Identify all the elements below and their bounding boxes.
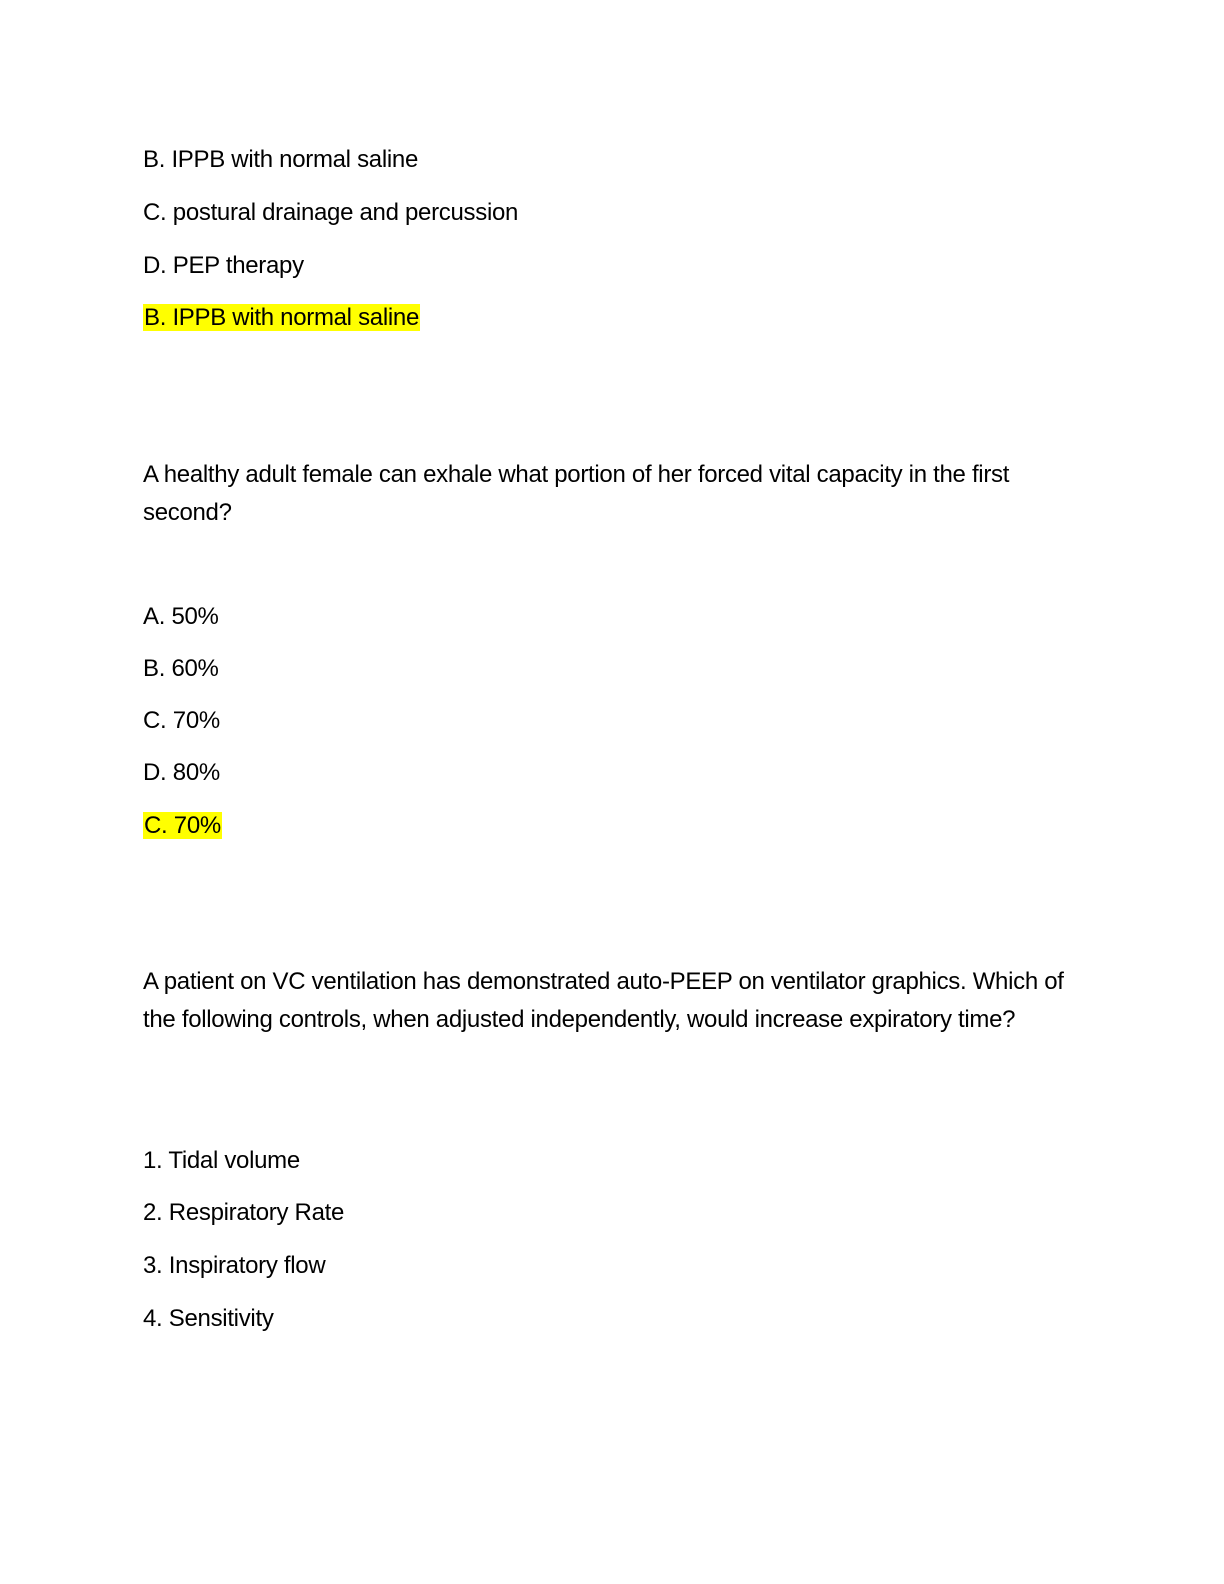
option-b: B. 60% — [143, 655, 219, 682]
option-c: C. 70% — [143, 707, 220, 734]
option-3: 3. Inspiratory flow — [143, 1252, 326, 1279]
option-2: 2. Respiratory Rate — [143, 1199, 345, 1226]
question-text: A healthy adult female can exhale what portion of her forced vital capacity in the first second? — [143, 461, 1010, 526]
option-1: 1. Tidal volume — [143, 1147, 300, 1174]
question-text: A patient on VC ventilation has demonstrated auto-PEEP on ventilator graphics. Which of the following controls, when adjusted independently, would increase expiratory time? — [143, 968, 1064, 1033]
answer-line — [143, 299, 420, 337]
option-a: A. 50% — [143, 603, 219, 630]
highlighted-answer: B. IPPB with normal saline — [144, 304, 419, 331]
option-4: 4. Sensitivity — [143, 1305, 274, 1332]
highlighted-answer: C. 70% — [144, 812, 221, 839]
option-d: D. 80% — [143, 759, 220, 786]
option-c: C. postural drainage and percussion — [143, 199, 519, 226]
answer-line — [143, 807, 222, 845]
option-b: B. IPPB with normal saline — [143, 146, 418, 173]
option-d: D. PEP therapy — [143, 252, 304, 279]
